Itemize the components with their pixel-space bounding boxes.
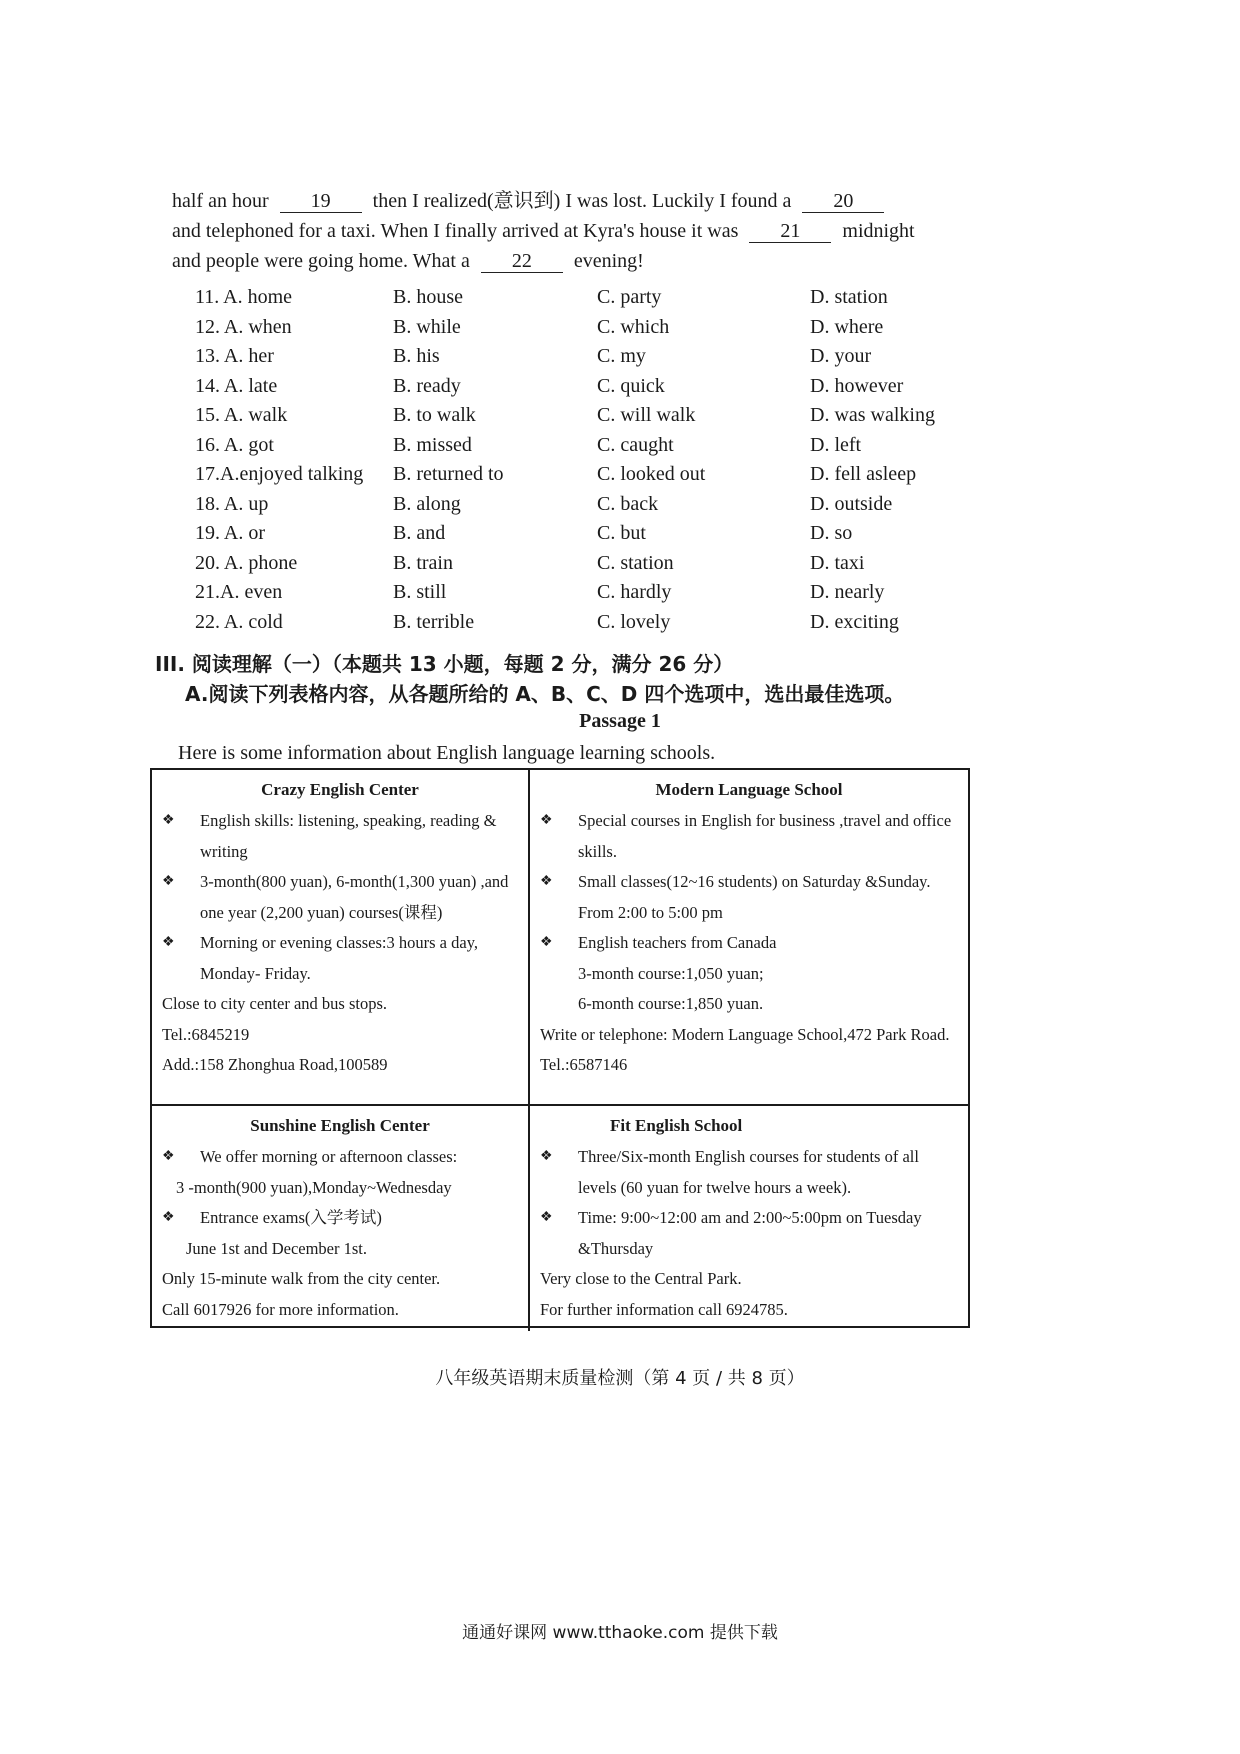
option-c: C. back bbox=[597, 492, 659, 515]
bullet-text: English skills: listening, speaking, reading & writing bbox=[200, 811, 497, 861]
phone-line: For further information call 6924785. bbox=[540, 1299, 788, 1319]
school-info-table bbox=[150, 768, 970, 1328]
contact-line: Write or telephone: Modern Language School,472 Park Road. bbox=[540, 1024, 950, 1044]
bullet-item bbox=[540, 928, 958, 959]
bullet-item bbox=[162, 867, 518, 928]
bullet-text: 3-month(800 yuan), 6-month(1,300 yuan) ,and one year (2,200 yuan) courses(课程) bbox=[200, 872, 509, 922]
option-d: D. outside bbox=[810, 492, 893, 515]
detail-line: 3 -month(900 yuan),Monday~Wednesday bbox=[176, 1177, 452, 1197]
passage-text: half an hour bbox=[172, 190, 269, 212]
bullet-icon: ❖ bbox=[540, 813, 553, 828]
option-a: 17.A.enjoyed talking bbox=[195, 463, 364, 485]
bullet-text: Entrance exams(入学考试) bbox=[200, 1208, 382, 1227]
bullet-item bbox=[540, 867, 958, 928]
option-b: B. and bbox=[393, 522, 446, 544]
option-row bbox=[195, 345, 975, 375]
modern-language-cell bbox=[530, 770, 968, 1106]
option-b: B. ready bbox=[393, 374, 461, 397]
option-a: 20. A. phone bbox=[195, 551, 298, 574]
passage-line-2 bbox=[172, 216, 915, 246]
option-row bbox=[195, 522, 975, 552]
fit-english-cell bbox=[530, 1106, 968, 1331]
school-title: Sunshine English Center bbox=[250, 1116, 430, 1135]
detail-line: June 1st and December 1st. bbox=[186, 1238, 367, 1258]
option-d: D. was walking bbox=[810, 404, 935, 426]
bullet-item bbox=[162, 806, 518, 867]
option-row bbox=[195, 611, 975, 641]
option-b: B. house bbox=[393, 286, 463, 308]
passage-text: midnight bbox=[842, 220, 915, 242]
passage-text: and telephoned for a taxi. When I finally arrived at Kyra's house it was bbox=[172, 220, 739, 242]
option-b: B. train bbox=[393, 551, 453, 574]
passage-text: evening! bbox=[573, 250, 644, 272]
option-a: 12. A. when bbox=[195, 315, 292, 338]
info-line: Close to city center and bus stops. bbox=[162, 994, 388, 1013]
section-instruction: A.阅读下列表格内容，从各题所给的 A、B、C、D 四个选项中，选出最佳选项。 bbox=[185, 682, 905, 706]
option-c: C. my bbox=[597, 345, 646, 367]
bullet-icon: ❖ bbox=[540, 1149, 553, 1164]
option-b: B. along bbox=[393, 492, 461, 515]
option-c: C. will walk bbox=[597, 404, 696, 426]
option-d: D. so bbox=[810, 522, 853, 544]
bullet-text: Special courses in English for business ,travel and office skills. bbox=[578, 811, 952, 861]
address-line: Add.:158 Zhonghua Road,100589 bbox=[162, 1055, 388, 1074]
option-d: D. station bbox=[810, 286, 888, 308]
bullet-icon: ❖ bbox=[162, 813, 175, 828]
school-title: Modern Language School bbox=[655, 780, 843, 799]
option-d: D. taxi bbox=[810, 551, 865, 574]
bullet-text: Three/Six-month English courses for students of all levels (60 yuan for twelve hours a week). bbox=[578, 1147, 919, 1197]
site-footer: 通通好课网 www.tthaoke.com 提供下载 bbox=[462, 1623, 778, 1643]
option-a: 22. A. cold bbox=[195, 610, 283, 633]
option-c: C. lovely bbox=[597, 610, 671, 633]
passage-text: then I realized(意识到) I was lost. Luckily I found a bbox=[372, 190, 792, 212]
section-title: III. 阅读理解（一）（本题共 13 小题，每题 2 分，满分 26 分） bbox=[155, 652, 734, 676]
blank-22: 22 bbox=[481, 250, 563, 273]
option-c: C. party bbox=[597, 286, 662, 308]
option-c: C. looked out bbox=[597, 463, 706, 485]
option-row bbox=[195, 434, 975, 464]
passage-line-1 bbox=[172, 186, 890, 216]
bullet-icon: ❖ bbox=[540, 874, 553, 889]
bullet-item bbox=[540, 1142, 958, 1203]
option-row bbox=[195, 552, 975, 582]
option-b: B. while bbox=[393, 315, 461, 338]
blank-21: 21 bbox=[749, 220, 831, 243]
option-c: C. which bbox=[597, 315, 670, 338]
option-a: 19. A. or bbox=[195, 522, 265, 544]
bullet-item bbox=[540, 806, 958, 867]
bullet-text: Small classes(12~16 students) on Saturday &Sunday. From 2:00 to 5:00 pm bbox=[578, 872, 931, 922]
passage-intro: Here is some information about English language learning schools. bbox=[178, 742, 716, 764]
option-a: 14. A. late bbox=[195, 374, 278, 397]
option-d: D. however bbox=[810, 374, 904, 397]
school-title: Fit English School bbox=[610, 1116, 743, 1135]
option-a: 13. A. her bbox=[195, 345, 274, 367]
option-a: 21.A. even bbox=[195, 581, 283, 603]
option-d: D. your bbox=[810, 345, 872, 367]
bullet-icon: ❖ bbox=[162, 935, 175, 950]
option-row bbox=[195, 316, 975, 346]
bullet-text: We offer morning or afternoon classes: bbox=[200, 1147, 458, 1166]
bullet-text: Morning or evening classes:3 hours a day, Monday- Friday. bbox=[200, 933, 478, 983]
bullet-icon: ❖ bbox=[162, 874, 175, 889]
option-b: B. terrible bbox=[393, 610, 475, 633]
bullet-item bbox=[162, 928, 518, 989]
page-footer: 八年级英语期末质量检测（第 4 页 / 共 8 页） bbox=[435, 1368, 805, 1389]
option-a: 15. A. walk bbox=[195, 404, 288, 426]
option-row bbox=[195, 493, 975, 523]
option-b: B. his bbox=[393, 345, 440, 367]
bullet-text: Time: 9:00~12:00 am and 2:00~5:00pm on Tuesday &Thursday bbox=[578, 1208, 922, 1258]
option-b: B. missed bbox=[393, 433, 472, 456]
option-row bbox=[195, 375, 975, 405]
info-line: Only 15-minute walk from the city center. bbox=[162, 1269, 441, 1288]
bullet-item bbox=[162, 1142, 518, 1173]
option-c: C. but bbox=[597, 522, 646, 544]
bullet-text: English teachers from Canada bbox=[578, 933, 777, 952]
bullet-icon: ❖ bbox=[162, 1149, 175, 1164]
price-line: 3-month course:1,050 yuan; bbox=[578, 963, 764, 983]
answer-options bbox=[195, 286, 975, 640]
option-a: 16. A. got bbox=[195, 433, 274, 456]
option-b: B. to walk bbox=[393, 404, 476, 426]
option-a: 11. A. home bbox=[195, 286, 293, 308]
option-d: D. exciting bbox=[810, 610, 899, 633]
bullet-icon: ❖ bbox=[540, 1210, 553, 1225]
info-line: Very close to the Central Park. bbox=[540, 1269, 742, 1288]
option-d: D. nearly bbox=[810, 581, 885, 603]
option-b: B. returned to bbox=[393, 463, 504, 485]
option-b: B. still bbox=[393, 581, 447, 603]
bullet-icon: ❖ bbox=[540, 935, 553, 950]
phone-line: Call 6017926 for more information. bbox=[162, 1299, 399, 1319]
option-c: C. hardly bbox=[597, 581, 672, 603]
option-row bbox=[195, 581, 975, 611]
bullet-item bbox=[162, 1203, 518, 1234]
option-c: C. station bbox=[597, 551, 674, 574]
bullet-icon: ❖ bbox=[162, 1210, 175, 1225]
passage-title: Passage 1 bbox=[579, 710, 661, 732]
phone-line: Tel.:6845219 bbox=[162, 1024, 250, 1044]
option-d: D. fell asleep bbox=[810, 463, 917, 485]
option-c: C. quick bbox=[597, 374, 665, 397]
price-line: 6-month course:1,850 yuan. bbox=[578, 994, 764, 1013]
blank-19: 19 bbox=[280, 190, 362, 213]
option-c: C. caught bbox=[597, 433, 674, 456]
bullet-item bbox=[540, 1203, 958, 1264]
option-row bbox=[195, 463, 975, 493]
phone-line: Tel.:6587146 bbox=[540, 1055, 628, 1074]
option-a: 18. A. up bbox=[195, 492, 269, 515]
crazy-english-cell bbox=[152, 770, 530, 1106]
sunshine-english-cell bbox=[152, 1106, 530, 1331]
blank-20: 20 bbox=[802, 190, 884, 213]
option-row bbox=[195, 286, 975, 316]
option-row bbox=[195, 404, 975, 434]
passage-text: and people were going home. What a bbox=[172, 250, 470, 272]
passage-line-3 bbox=[172, 246, 644, 276]
option-d: D. where bbox=[810, 315, 884, 338]
option-d: D. left bbox=[810, 433, 862, 456]
school-title: Crazy English Center bbox=[261, 780, 419, 799]
